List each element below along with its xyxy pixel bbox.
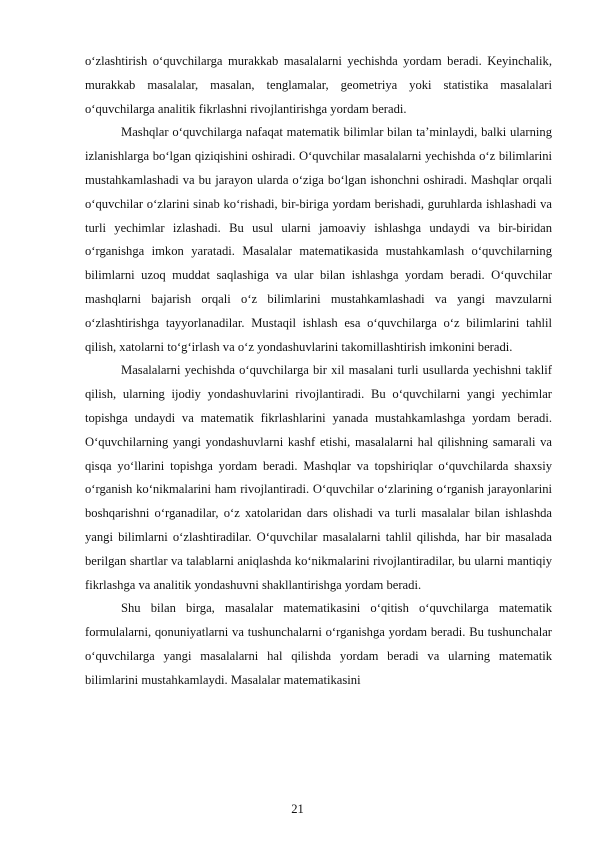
body-text xyxy=(85,50,552,693)
paragraph-exercises: Mashqlar o‘quvchilarga nafaqat matematik bilimlar bilan ta’minlaydi, balki ularning izlanishlarga bo‘lgan qiziqishini oshiradi. O‘quvchilar masalalarni yechishda o‘z bilimlarini mustahkamlashadi va bu jarayon ularda o‘ziga bo‘lgan ishonchni oshiradi. Mashqlar orqali o‘quvchilar o‘zlarini sinab ko‘rishadi, bir-biriga yordam berishadi, guruhlarda ishlashadi va turli yechimlar izlashadi. Bu usul ularni jamoaviy ishlashga undaydi va bir-biridan o‘rganishga imkon yaratadi. Masalalar matematikasida mustahkamlash o‘quvchilarning bilimlarni uzoq muddat saqlashiga va ular bilan ishlashga yordam beradi. O‘quvchilar mashqlarni bajarish orqali o‘z bilimlarini mustahkamlashadi va yangi mavzularni o‘zlashtirishga tayyorlanadilar. Mustaqil ishlash esa o‘quvchilarga o‘z bilimlarini tahlil qilish, xatolarni to‘g‘irlash va o‘z yondashuvlarini takomillashtirish imkonini beradi. xyxy=(85,125,552,354)
paragraph-formulas: Shu bilan birga, masalalar matematikasini o‘qitish o‘quvchilarga matematik formulalarni, qonuniyatlarni va tushunchalarni o‘rganishga yordam beradi. Bu tushunchalar o‘quvchilarga yangi masalalarni hal qilishda yordam beradi va ularning matematik bilimlarini mustahkamlaydi. Masalalar matematikasini xyxy=(85,601,552,687)
page-number: 21 xyxy=(291,802,304,816)
paragraph-continuation: o‘zlashtirish o‘quvchilarga murakkab masalalarni yechishda yordam beradi. Keyinchalik, murakkab masalalar, masalan, tenglamalar, geometriya yoki statistika masalalari o‘quvchilarga analitik fikrlashni rivojlantirishga yordam beradi. xyxy=(85,54,552,116)
paragraph-methods: Masalalarni yechishda o‘quvchilarga bir xil masalani turli usullarda yechishni taklif qilish, ularning ijodiy yondashuvlarini rivojlantiradi. Bu o‘quvchilarni yangi yechimlar topishga undaydi va matematik fikrlashlarini yanada mustahkamlashga yordam beradi. O‘quvchilarning yangi yondashuvlarni kashf etishi, masalalarni hal qilishning samarali va qisqa yo‘llarini topishga yordam beradi. Mashqlar va topshiriqlar o‘quvchilarda shaxsiy o‘rganish ko‘nikmalarini ham rivojlantiradi. O‘quvchilar o‘zlarining o‘rganish jarayonlarini boshqarishni o‘rganadilar, o‘z xatolaridan dars olishadi va turli masalalar bilan ishlashda yangi bilimlarni o‘zlashtiradilar. O‘quvchilar masalalarni tahlil qilishda, har bir masalada berilgan shartlar va talablarni aniqlashda ko‘nikmalarini rivojlantiradilar, bu ularni mantiqiy fikrlashga va analitik yondashuvni shakllantirishga yordam beradi. xyxy=(85,363,552,592)
